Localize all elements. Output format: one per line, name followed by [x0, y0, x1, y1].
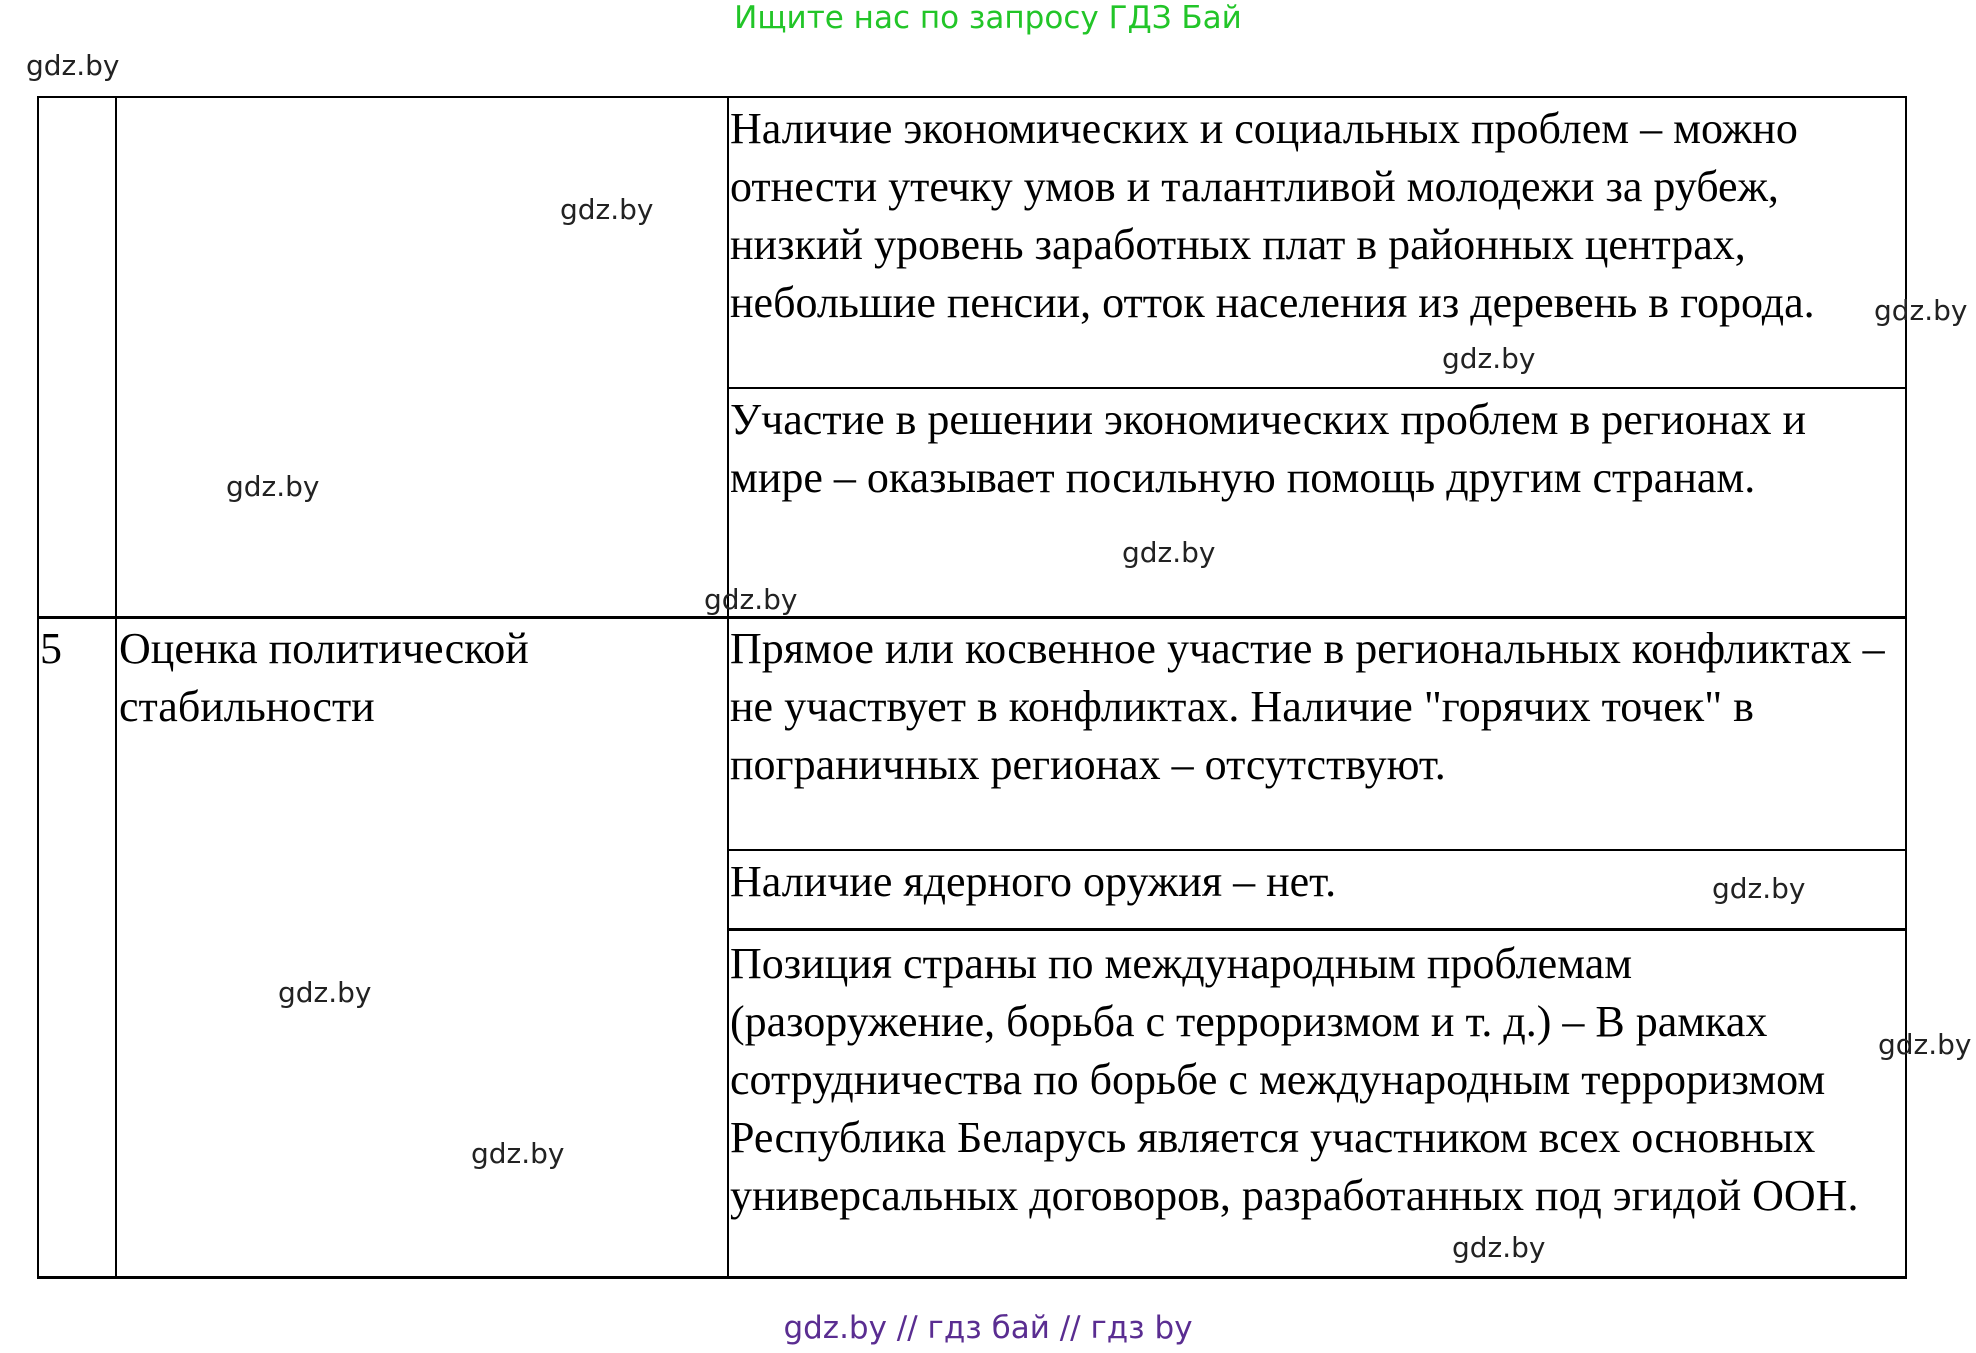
table-border-top — [37, 96, 1907, 98]
cell-nuclear-weapons: Наличие ядерного оружия – нет. — [730, 857, 1337, 906]
table-border-bottom — [37, 1276, 1907, 1279]
row-divider-main — [37, 616, 1907, 619]
row-divider — [727, 849, 1907, 851]
cell-regional-conflicts: Прямое или косвенное участие в региональных конфликтах – не участвует в конфликтах. Наличие "горячих точек" в пограничных регионах – отсутствуют. — [730, 624, 1885, 789]
row-divider — [727, 928, 1907, 931]
watermark: gdz.by — [1874, 294, 1968, 327]
table-border-right — [1905, 96, 1907, 1279]
row-title: Оценка политической стабильности — [119, 624, 529, 731]
row-divider — [727, 387, 1907, 389]
watermark: gdz.by — [1442, 342, 1536, 375]
cell-economic-participation: Участие в решении экономических проблем в регионах и мире – оказывает посильную помощь другим странам. — [730, 395, 1807, 502]
footer-links: gdz.by // гдз бай // гдз by — [783, 1310, 1193, 1346]
top-banner: Ищите нас по запросу ГДЗ Бай — [734, 0, 1242, 36]
watermark: gdz.by — [1122, 536, 1216, 569]
watermark: gdz.by — [704, 583, 798, 616]
watermark: gdz.by — [1878, 1028, 1972, 1061]
column-divider-1 — [115, 96, 117, 1279]
cell-international-position: Позиция страны по международным проблемам (разоружение, борьба с терроризмом и т. д.) – В рамках сотрудничества по борьбе с международным терроризмом Республика Беларусь является участником всех основных универсальных договоров, разработанных под эгидой ООН. — [730, 939, 1859, 1220]
watermark: gdz.by — [471, 1137, 565, 1170]
watermark: gdz.by — [26, 49, 120, 82]
column-divider-2 — [727, 96, 729, 1279]
watermark: gdz.by — [278, 976, 372, 1009]
cell-economic-problems: Наличие экономических и социальных проблем – можно отнести утечку умов и талантливой молодежи за рубеж, низкий уровень заработных плат в районных центрах, небольшие пенсии, отток населения из деревень в города. — [730, 104, 1815, 327]
row-number: 5 — [40, 624, 62, 673]
watermark: gdz.by — [560, 193, 654, 226]
watermark: gdz.by — [226, 470, 320, 503]
watermark: gdz.by — [1712, 872, 1806, 905]
table-border-left — [37, 96, 39, 1279]
watermark: gdz.by — [1452, 1231, 1546, 1264]
